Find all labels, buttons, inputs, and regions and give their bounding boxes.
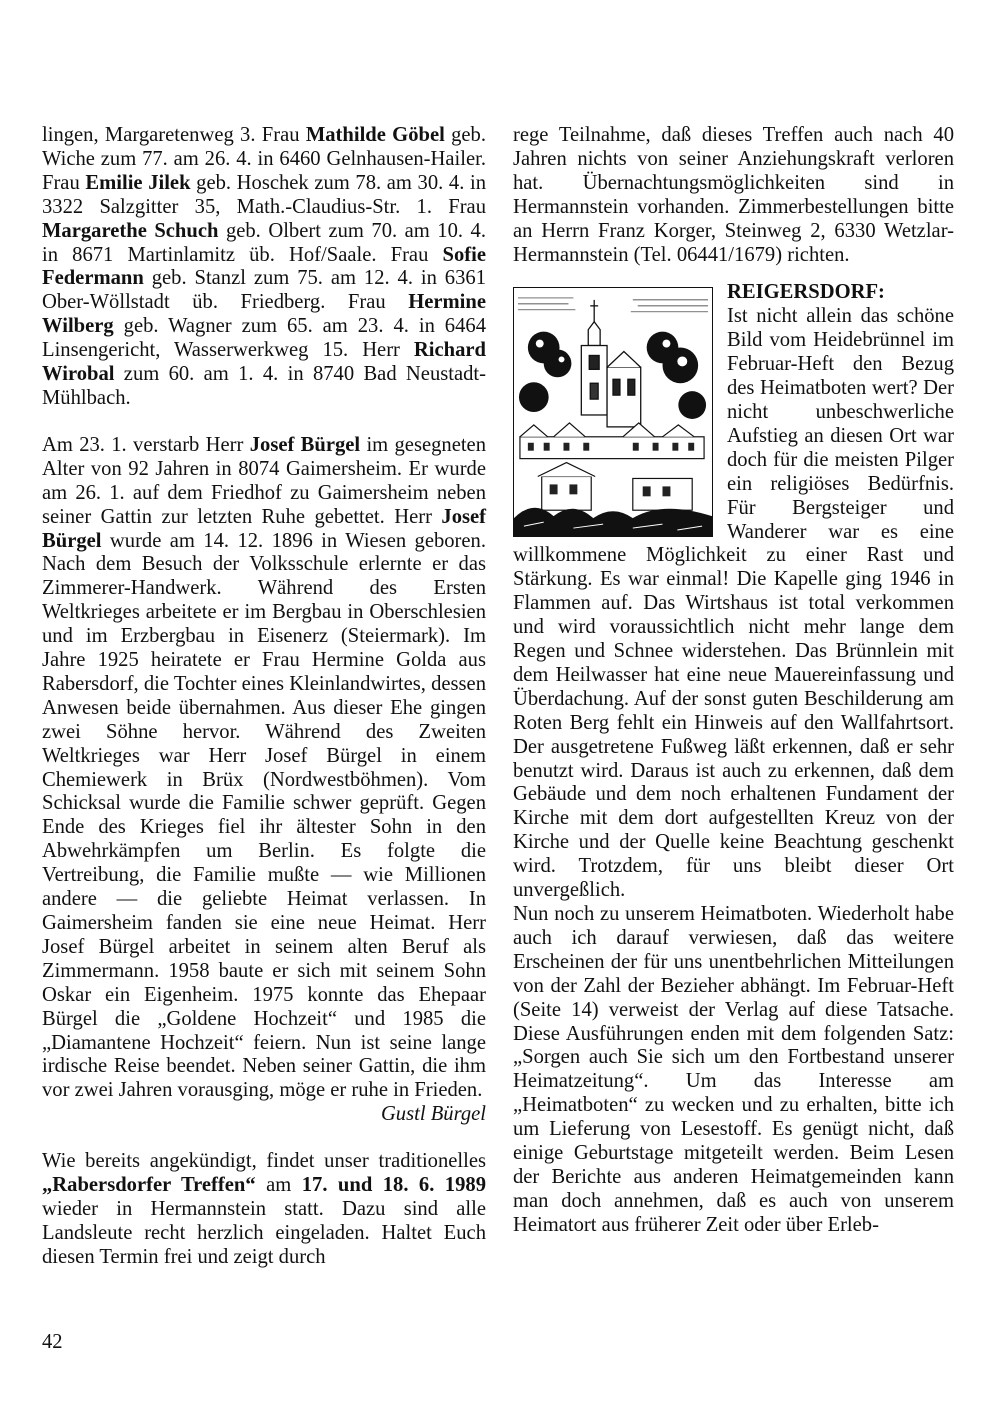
- bold-name-text: Richard Wirobal: [42, 339, 486, 386]
- reigersdorf-text: Ist nicht allein das schöne Bild vom Heidebrünnel im Februar-Heft den Bezug des Heimatboten wert? Der nicht unbeschwerliche Aufstieg an diesen Ort war doch für die meisten Pilger ein religiöses Bedürfnis. Für Bergsteiger und Wanderer war es eine willkommene Möglichkeit zu einer Rast und Stärkung. Es war einmal! Die Kapelle ging 1946 in Flammen auf. Das Wirtshaus ist total verkommen und wird voraussichtlich nicht mehr lange dem Regen und Schnee widerstehen. Das Brünnlein mit dem Heilwasser hat eine neue Mauereinfassung und Überdachung. Auf der sonst guten Beschilderung am Roten Berg fehlt ein Hinweis auf den Wallfahrtsort. Der ausgetretene Fußweg läßt erkennen, daß er sehr benutzt wird. Daraus ist auch zu erkennen, daß dem Gebäude und dem noch erhaltenen Fundament der Kirche mit dem dort aufgestellten Kreuz von der Kirche und der Quelle keine Beachtung geschenkt wird. Trotzdem, für uns bleibt dieser Ort unvergeßlich.: [513, 305, 954, 902]
- obituary-paragraph: [42, 433, 486, 1126]
- left-column: [42, 124, 486, 1270]
- bold-name-text: Emilie Jilek: [85, 171, 191, 194]
- bold-name-text: Mathilde Göbel: [305, 124, 445, 146]
- meeting-announcement-paragraph: Wie bereits angekündigt, findet unser traditionelles „Rabersdorfer Treffen“ am 17. und 18. 6. 1989 wieder in Hermannstein statt. Dazu sind alle Landsleute recht herzlich eingeladen. Haltet Euch diesen Termin frei und zeigt durch: [42, 1150, 486, 1268]
- meeting-continuation-paragraph: rege Teilnahme, daß dieses Treffen auch nach 40 Jahren nichts von seiner Anziehungskraft verloren hat. Übernachtungsmöglichkeiten sind in Hermannstein vorhanden. Zimmerbestellungen bitte an Herrn Franz Korger, Steinweg 2, 6330 Wetzlar-Hermannstein (Tel. 06441/1679) richten.: [513, 124, 954, 266]
- obituary-text: Am 23. 1. verstarb Herr Josef Bürgel im gesegneten Alter von 92 Jahren in 8074 Gaimersheim. Er wurde am 26. 1. auf dem Friedhof zu Gaimersheim neben seiner Gattin zur letzten Ruhe gebettet. Herr Josef Bürgel wurde am 14. 12. 1896 in Wiesen geboren. Nach dem Besuch der Volksschule erlernte er das Zimmerer-Handwerk. Während des Ersten Weltkrieges arbeitete er im Bergbau in Oberschlesien und im Erzbergbau in Eisenerz (Steiermark). Im Jahre 1925 heiratete er Frau Hermine Golda aus Rabersdorf, die Tochter eines Kleinlandwirtes, dessen Anwesen beide übernahmen. Aus dieser Ehe gingen zwei Söhne hervor. Während des Zweiten Weltkrieges war Herr Josef Bürgel in einem Chemiewerk in Brüx (Nordwestböhmen). Vom Schicksal wurde die Familie schwer geprüft. Gegen Ende des Krieges fiel ihr ältester Sohn in den Abwehrkämpfen um Berlin. Es folgte die Vertreibung, die Familie mußte — wie Millionen andere — die geliebte Heimat verlassen. In Gaimersheim fanden sie eine neue Heimat. Herr Josef Bürgel arbeitet in seinem alten Beruf als Zimmermann. 1958 baute er sich mit seinem Sohn Oskar ein Eigenheim. 1975 konnte das Ehepaar Bürgel die „Goldene Hochzeit“ und 1985 die „Diamantene Hochzeit“ feiern. Nun ist seine lange irdische Reise beendet. Neben seiner Gattin, die ihm vor zwei Jahren vorausging, möge er ruhe in Frieden.: [42, 433, 486, 1102]
- bold-name-text: Josef Bürgel: [42, 505, 486, 552]
- page-number: 42: [42, 1331, 63, 1353]
- section-heading-reigersdorf: REIGERSDORF:: [727, 281, 885, 304]
- birthday-list-paragraph: lingen, Margaretenweg 3. Frau Mathilde Göbel geb. Wiche zum 77. am 26. 4. in 6460 Gelnhausen-Hailer. Frau Emilie Jilek geb. Hoschek zum 78. am 30. 4. in 3322 Salzgitter 35, Math.-Claudius-Str. 1. Frau Margarethe Schuch geb. Olbert zum 70. am 10. 4. in 8671 Martinlamitz üb. Hof/Saale. Frau Sofie Federmann geb. Stanzl zum 75. am 12. 4. in 6361 Ober-Wöllstadt üb. Friedberg. Frau Hermine Wilberg geb. Wagner zum 65. am 23. 4. in 6464 Linsengericht, Wasserwerkweg 15. Herr Richard Wirobal zum 60. am 1. 4. in 8740 Bad Neustadt-Mühlbach.: [42, 124, 487, 409]
- church-drawing-image: [514, 288, 712, 536]
- bold-name-text: Josef Bürgel: [249, 433, 361, 456]
- bold-name-text: Hermine Wilberg: [42, 291, 486, 338]
- bold-name-text: „Rabersdorfer Treffen“: [42, 1174, 256, 1197]
- right-column: [513, 124, 954, 1238]
- heimatbote-paragraph: Nun noch zu unserem Heimatboten. Wiederholt habe auch ich darauf verwiesen, daß das weitere Erscheinen der für uns unentbehrlichen Mitteilungen von der Zahl der Bezieher abhängt. Im Februar-Heft (Seite 14) verweist der Verlag auf diese Tatsache. Diese Ausführungen enden mit dem folgenden Satz: „Sorgen auch Sie sich um den Fortbestand unserer Heimatzeitung“. Um das Interesse am „Heimatboten“ zu wecken und zu erhalten, bitte ich um Lieferung von Lesestoff. Es genügt nicht, daß einige Geburtstage mitgeteilt werden. Beim Lesen der Berichte aus anderen Heimatgemeinden kann man doch annehmen, daß es auch von unserem Heimatort aus früherer Zeit oder über Erleb-: [513, 903, 954, 1236]
- bold-name-text: Margarethe Schuch: [42, 219, 219, 242]
- bold-name-text: Sofie Federmann: [42, 243, 486, 290]
- bold-name-text: 17. und 18. 6. 1989: [301, 1174, 486, 1197]
- obituary-signature: Gustl Bürgel: [380, 1103, 486, 1126]
- village-church-illustration: [513, 287, 713, 537]
